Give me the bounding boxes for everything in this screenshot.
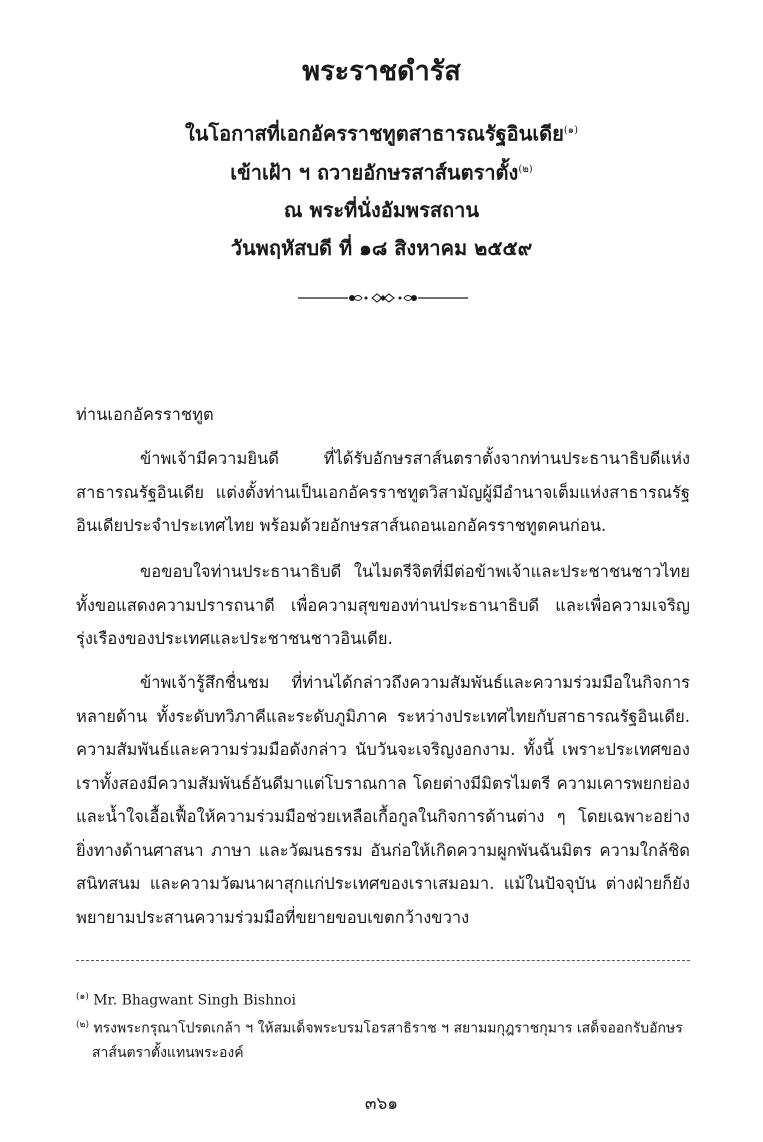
paragraph-2: [76, 555, 690, 656]
footnote-2-mark: (๒): [76, 1020, 89, 1030]
subtitle-line-2: [0, 155, 763, 188]
subtitle-line-1: [0, 116, 763, 149]
paragraph-3-text: ข้าพเจ้ารู้สึกชื่นชม ที่ท่านได้กล่าวถึงความสัมพันธ์และความร่วมมือในกิจการหลายด้าน ทั้งระดับทวิภาคีและระดับภูมิภาค ระหว่างประเทศไทยกับสาธารณรัฐอินเดีย. ความสัมพันธ์และความร่วมมือดังกล่าว นับวันจะเจริญงอกงาม. ทั้งนี้ เพราะประเทศของเราทั้งสองมีความสัมพันธ์อันดีมาแต่โบราณกาล โดยต่างมีมิตรไมตรี ความเคารพยกย่อง และน้ำใจเอื้อเฟื้อให้ความร่วมมือช่วยเหลือเกื้อกูลในกิจการด้านต่าง ๆ โดยเฉพาะอย่างยิ่งทางด้านศาสนา ภาษา และวัฒนธรรม อันก่อให้เกิดความผูกพันฉันมิตร ความใกล้ชิดสนิทสนม และความวัฒนาผาสุกแก่ประเทศของเราเสมอมา. แม้ในปัจจุบัน ต่างฝ่ายก็ยังพยายามประสานความร่วมมือที่ขยายขอบเขตกว้างขวาง: [76, 673, 690, 927]
paragraph-3: [76, 666, 690, 934]
subtitle-line-1-text: ในโอกาสที่เอกอัครราชทูตสาธารณรัฐอินเดีย: [184, 121, 564, 146]
footnote-divider: [76, 960, 690, 961]
footnote-1-mark: (๑): [76, 992, 89, 1002]
footnote-ref-1: (๑): [563, 125, 579, 136]
footnote-2: [76, 1013, 690, 1065]
footnote-1-text: Mr. Bhagwant Singh Bishnoi: [93, 992, 297, 1009]
paragraph-2-text: ขอขอบใจท่านประธานาธิบดี ในไมตรีจิตที่มีต่อข้าพเจ้าและประชาชนชาวไทย ทั้งขอแสดงความปรารถนาดี เพื่อความสุขของท่านประธานาธิบดี และเพื่อความเจริญรุ่งเรืองของประเทศและประชาชนชาวอินเดีย.: [76, 562, 690, 648]
footnote-ref-2: (๒): [518, 164, 533, 175]
footnote-1: [76, 985, 690, 1013]
footnote-2-text: ทรงพระกรุณาโปรดเกล้า ฯ ให้สมเด็จพระบรมโอรสาธิราช ฯ สยามมกุฎราชกุมาร เสด็จออกรับอักษรสาส์นตราตั้งแทนพระองค์: [92, 1020, 683, 1061]
page-title: พระราชดำรัส: [302, 56, 461, 87]
page-number: ๓๖๑: [364, 1094, 399, 1114]
subtitle-line-4: วันพฤหัสบดี ที่ ๑๘ สิงหาคม ๒๕๕๙: [230, 236, 533, 260]
subtitle-line-2-text: เข้าเฝ้า ฯ ถวายอักษรสาส์นตราตั้ง: [230, 160, 519, 185]
paragraph-1-text: ข้าพเจ้ามีความยินดี ที่ได้รับอักษรสาส์นตราตั้งจากท่านประธานาธิบดีแห่งสาธารณรัฐอินเดีย แต่งตั้งท่านเป็นเอกอัครราชทูตวิสามัญผู้มีอำนาจเต็มแห่งสาธารณรัฐอินเดียประจำประเทศไทย พร้อมด้วยอักษรสาส์นถอนเอกอัครราชทูตคนก่อน.: [76, 449, 690, 535]
decorative-flourish-icon: [296, 290, 470, 306]
salutation: ท่านเอกอัครราชทูต: [76, 405, 214, 424]
paragraph-1: [76, 442, 690, 543]
subtitle-line-3: ณ พระที่นั่งอัมพรสถาน: [283, 198, 480, 222]
